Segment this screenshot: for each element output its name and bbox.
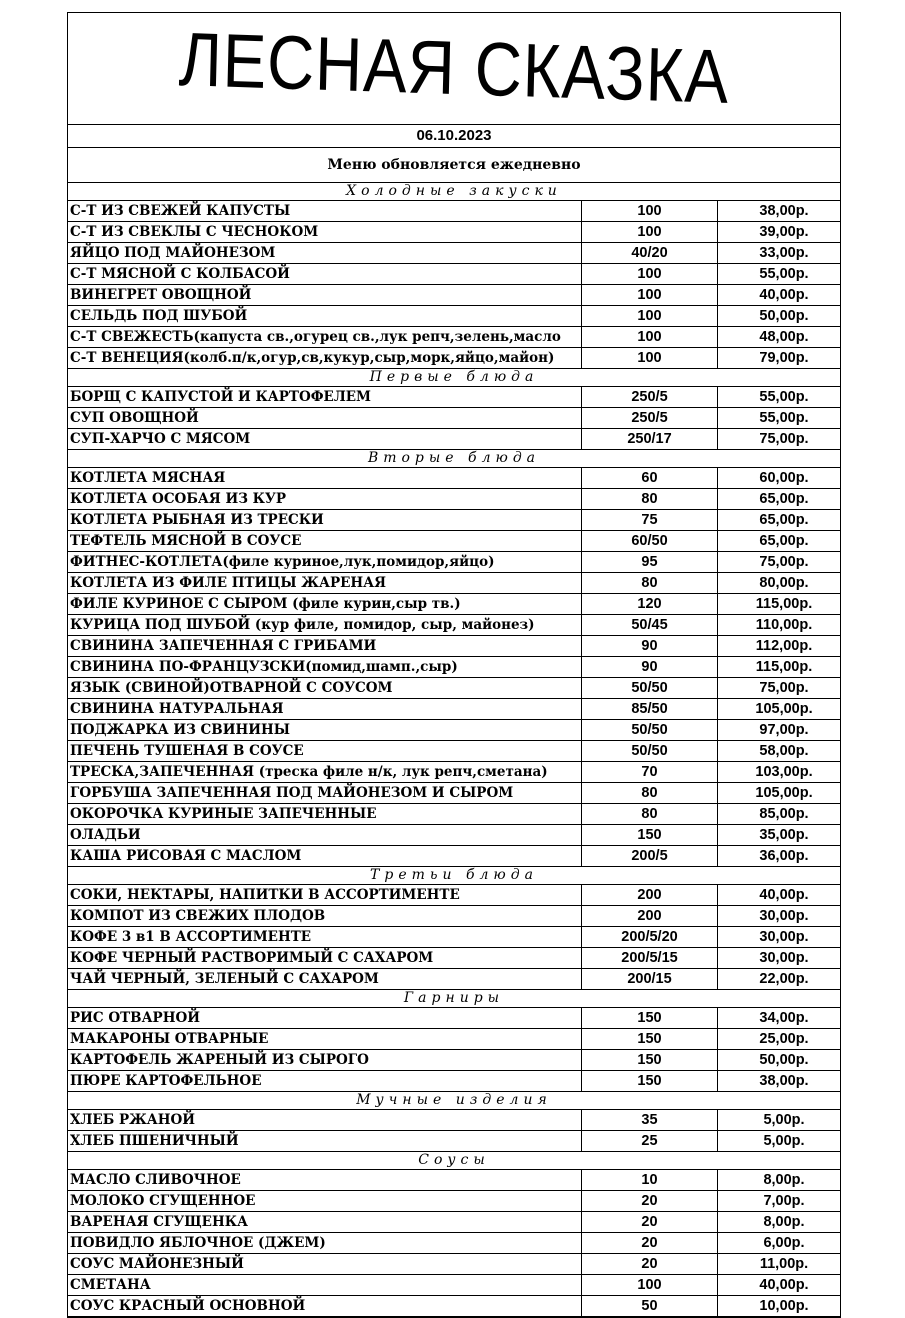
item-name: СОКИ, НЕКТАРЫ, НАПИТКИ В АССОРТИМЕНТЕ xyxy=(68,885,582,905)
item-price: 30,00р. xyxy=(759,950,809,966)
menu-item-row xyxy=(68,1233,840,1254)
section-rows xyxy=(68,1170,840,1317)
menu-item-row xyxy=(68,762,840,783)
item-name: ПОВИДЛО ЯБЛОЧНОЕ (ДЖЕМ) xyxy=(68,1233,582,1253)
item-name: КОТЛЕТА ОСОБАЯ ИЗ КУР xyxy=(68,489,582,509)
item-price: 103,00р. xyxy=(755,764,813,780)
menu-item-row xyxy=(68,285,840,306)
section-title: Холодные закуски xyxy=(68,183,840,201)
item-price: 34,00р. xyxy=(759,1010,809,1026)
menu-item-row xyxy=(68,489,840,510)
item-name: КОТЛЕТА МЯСНАЯ xyxy=(68,468,582,488)
menu-item-row xyxy=(68,969,840,990)
item-weight: 50/50 xyxy=(582,720,718,740)
item-name: ОКОРОЧКА КУРИНЫЕ ЗАПЕЧЕННЫЕ xyxy=(68,804,582,824)
item-weight: 120 xyxy=(582,594,718,614)
menu-sheet xyxy=(67,12,841,1318)
item-price: 55,00р. xyxy=(759,266,809,282)
menu-item-row xyxy=(68,1050,840,1071)
item-name: СЕЛЬДЬ ПОД ШУБОЙ xyxy=(68,306,582,326)
item-weight: 50/50 xyxy=(582,678,718,698)
item-weight: 60 xyxy=(582,468,718,488)
item-name: ГОРБУША ЗАПЕЧЕННАЯ ПОД МАЙОНЕЗОМ И СЫРОМ xyxy=(68,783,582,803)
item-weight: 60/50 xyxy=(582,531,718,551)
item-price: 11,00р. xyxy=(759,1256,809,1272)
item-weight: 100 xyxy=(582,285,718,305)
page-title: ЛЕСНАЯ СКАЗКА xyxy=(177,17,731,120)
menu-item-row xyxy=(68,636,840,657)
menu-item-row xyxy=(68,573,840,594)
item-weight: 90 xyxy=(582,657,718,677)
item-weight: 50/45 xyxy=(582,615,718,635)
item-weight: 35 xyxy=(582,1110,718,1130)
item-price: 110,00р. xyxy=(755,617,813,633)
section-title: Вторые блюда xyxy=(68,450,840,468)
item-weight: 95 xyxy=(582,552,718,572)
item-price: 97,00р. xyxy=(759,722,809,738)
menu-item-row xyxy=(68,429,840,450)
item-weight: 250/5 xyxy=(582,387,718,407)
item-weight: 25 xyxy=(582,1131,718,1151)
item-name: ФИЛЕ КУРИНОЕ С СЫРОМ (филе курин,сыр тв.) xyxy=(68,594,582,614)
item-name: МАКАРОНЫ ОТВАРНЫЕ xyxy=(68,1029,582,1049)
item-name: СОУС КРАСНЫЙ ОСНОВНОЙ xyxy=(68,1296,582,1316)
item-price: 33,00р. xyxy=(759,245,809,261)
menu-item-row xyxy=(68,825,840,846)
item-price: 35,00р. xyxy=(759,827,809,843)
item-weight: 40/20 xyxy=(582,243,718,263)
item-price: 40,00р. xyxy=(759,1277,809,1293)
item-weight: 200 xyxy=(582,885,718,905)
item-price: 48,00р. xyxy=(759,329,809,345)
menu-item-row xyxy=(68,615,840,636)
item-price: 115,00р. xyxy=(755,596,813,612)
menu-section xyxy=(68,183,840,369)
menu-item-row xyxy=(68,387,840,408)
item-name: ПОДЖАРКА ИЗ СВИНИНЫ xyxy=(68,720,582,740)
menu-item-row xyxy=(68,1008,840,1029)
menu-item-row xyxy=(68,948,840,969)
item-name: ТЕФТЕЛЬ МЯСНОЙ В СОУСЕ xyxy=(68,531,582,551)
menu-date: 06.10.2023 xyxy=(68,125,840,148)
item-price: 8,00р. xyxy=(763,1214,805,1230)
item-name: СВИНИНА НАТУРАЛЬНАЯ xyxy=(68,699,582,719)
item-name: МАСЛО СЛИВОЧНОЕ xyxy=(68,1170,582,1190)
menu-section xyxy=(68,1092,840,1152)
item-name: СУП-ХАРЧО С МЯСОМ xyxy=(68,429,582,449)
item-name: КОТЛЕТА РЫБНАЯ ИЗ ТРЕСКИ xyxy=(68,510,582,530)
item-name: РИС ОТВАРНОЙ xyxy=(68,1008,582,1028)
item-weight: 250/17 xyxy=(582,429,718,449)
item-name: КОТЛЕТА ИЗ ФИЛЕ ПТИЦЫ ЖАРЕНАЯ xyxy=(68,573,582,593)
item-weight: 70 xyxy=(582,762,718,782)
menu-item-row xyxy=(68,699,840,720)
item-name: ВАРЕНАЯ СГУЩЕНКА xyxy=(68,1212,582,1232)
menu-item-row xyxy=(68,906,840,927)
item-name: С-Т ИЗ СВЕЖЕЙ КАПУСТЫ xyxy=(68,201,582,221)
item-price: 39,00р. xyxy=(759,224,809,240)
menu-section xyxy=(68,990,840,1092)
menu-item-row xyxy=(68,594,840,615)
item-price: 40,00р. xyxy=(759,887,809,903)
item-name: МОЛОКО СГУЩЕННОЕ xyxy=(68,1191,582,1211)
item-price: 58,00р. xyxy=(759,743,809,759)
menu-item-row xyxy=(68,657,840,678)
section-rows xyxy=(68,201,840,369)
title-box xyxy=(68,13,840,125)
item-price: 80,00р. xyxy=(759,575,809,591)
item-price: 36,00р. xyxy=(759,848,809,864)
item-weight: 150 xyxy=(582,1008,718,1028)
item-price: 105,00р. xyxy=(755,785,813,801)
item-weight: 200/5/20 xyxy=(582,927,718,947)
menu-item-row xyxy=(68,846,840,867)
menu-item-row xyxy=(68,1191,840,1212)
menu-item-row xyxy=(68,1110,840,1131)
menu-item-row xyxy=(68,327,840,348)
item-name: КУРИЦА ПОД ШУБОЙ (кур филе, помидор, сыр, майонез) xyxy=(68,615,582,635)
item-name: С-Т СВЕЖЕСТЬ(капуста св.,огурец св.,лук репч,зелень,масло xyxy=(68,327,582,347)
item-name: СВИНИНА ПО-ФРАНЦУЗСКИ(помид,шамп.,сыр) xyxy=(68,657,582,677)
item-weight: 80 xyxy=(582,573,718,593)
menu-item-row xyxy=(68,243,840,264)
item-name: СВИНИНА ЗАПЕЧЕННАЯ С ГРИБАМИ xyxy=(68,636,582,656)
menu-item-row xyxy=(68,1212,840,1233)
item-name: СМЕТАНА xyxy=(68,1275,582,1295)
item-price: 55,00р. xyxy=(759,389,809,405)
item-weight: 100 xyxy=(582,201,718,221)
item-weight: 100 xyxy=(582,264,718,284)
item-price: 50,00р. xyxy=(759,1052,809,1068)
item-price: 112,00р. xyxy=(755,638,813,654)
item-weight: 20 xyxy=(582,1233,718,1253)
section-title: Первые блюда xyxy=(68,369,840,387)
menu-item-row xyxy=(68,1275,840,1296)
item-price: 75,00р. xyxy=(759,431,809,447)
item-price: 55,00р. xyxy=(759,410,809,426)
item-name: ЯЙЦО ПОД МАЙОНЕЗОМ xyxy=(68,243,582,263)
menu-item-row xyxy=(68,531,840,552)
menu-section xyxy=(68,369,840,450)
section-title: Мучные изделия xyxy=(68,1092,840,1110)
item-name: КОФЕ ЧЕРНЫЙ РАСТВОРИМЫЙ С САХАРОМ xyxy=(68,948,582,968)
item-price: 85,00р. xyxy=(759,806,809,822)
item-name: КОФЕ 3 в1 В АССОРТИМЕНТЕ xyxy=(68,927,582,947)
item-price: 7,00р. xyxy=(763,1193,805,1209)
item-price: 10,00р. xyxy=(759,1298,809,1314)
item-name: ОЛАДЬИ xyxy=(68,825,582,845)
menu-item-row xyxy=(68,1296,840,1317)
item-price: 5,00р. xyxy=(763,1133,805,1149)
item-name: ФИТНЕС-КОТЛЕТА(филе куриное,лук,помидор,яйцо) xyxy=(68,552,582,572)
item-weight: 50 xyxy=(582,1296,718,1316)
item-weight: 80 xyxy=(582,489,718,509)
item-price: 79,00р. xyxy=(759,350,809,366)
item-name: С-Т ВЕНЕЦИЯ(колб.п/к,огур,св,кукур,сыр,морк,яйцо,майон) xyxy=(68,348,582,368)
item-price: 65,00р. xyxy=(759,512,809,528)
item-weight: 100 xyxy=(582,327,718,347)
menu-item-row xyxy=(68,348,840,369)
item-price: 30,00р. xyxy=(759,929,809,945)
item-weight: 100 xyxy=(582,306,718,326)
item-price: 65,00р. xyxy=(759,533,809,549)
item-weight: 100 xyxy=(582,1275,718,1295)
menu-item-row xyxy=(68,720,840,741)
item-name: ВИНЕГРЕТ ОВОЩНОЙ xyxy=(68,285,582,305)
menu-item-row xyxy=(68,927,840,948)
item-price: 50,00р. xyxy=(759,308,809,324)
item-price: 38,00р. xyxy=(759,203,809,219)
menu-sections xyxy=(68,183,840,1317)
item-price: 115,00р. xyxy=(755,659,813,675)
menu-item-row xyxy=(68,201,840,222)
item-weight: 200/5/15 xyxy=(582,948,718,968)
item-price: 30,00р. xyxy=(759,908,809,924)
item-weight: 200 xyxy=(582,906,718,926)
menu-item-row xyxy=(68,741,840,762)
menu-item-row xyxy=(68,552,840,573)
menu-item-row xyxy=(68,678,840,699)
item-weight: 150 xyxy=(582,1071,718,1091)
item-weight: 10 xyxy=(582,1170,718,1190)
item-weight: 150 xyxy=(582,825,718,845)
item-price: 75,00р. xyxy=(759,554,809,570)
item-name: СОУС МАЙОНЕЗНЫЙ xyxy=(68,1254,582,1274)
item-weight: 75 xyxy=(582,510,718,530)
item-name: ХЛЕБ ПШЕНИЧНЫЙ xyxy=(68,1131,582,1151)
menu-item-row xyxy=(68,468,840,489)
section-rows xyxy=(68,885,840,990)
item-weight: 20 xyxy=(582,1254,718,1274)
item-weight: 85/50 xyxy=(582,699,718,719)
item-weight: 100 xyxy=(582,348,718,368)
menu-item-row xyxy=(68,1254,840,1275)
item-price: 65,00р. xyxy=(759,491,809,507)
item-weight: 150 xyxy=(582,1050,718,1070)
item-price: 25,00р. xyxy=(759,1031,809,1047)
menu-item-row xyxy=(68,1131,840,1152)
item-price: 8,00р. xyxy=(763,1172,805,1188)
section-title: Третьи блюда xyxy=(68,867,840,885)
menu-item-row xyxy=(68,1071,840,1092)
item-weight: 200/5 xyxy=(582,846,718,866)
item-name: ЯЗЫК (СВИНОЙ)ОТВАРНОЙ С СОУСОМ xyxy=(68,678,582,698)
menu-item-row xyxy=(68,1170,840,1191)
menu-item-row xyxy=(68,306,840,327)
item-price: 6,00р. xyxy=(763,1235,805,1251)
section-title: Гарниры xyxy=(68,990,840,1008)
item-name: ХЛЕБ РЖАНОЙ xyxy=(68,1110,582,1130)
item-name: С-Т МЯСНОЙ С КОЛБАСОЙ xyxy=(68,264,582,284)
item-name: БОРЩ С КАПУСТОЙ И КАРТОФЕЛЕМ xyxy=(68,387,582,407)
item-price: 38,00р. xyxy=(759,1073,809,1089)
menu-section xyxy=(68,450,840,867)
item-price: 75,00р. xyxy=(759,680,809,696)
section-rows xyxy=(68,1008,840,1092)
menu-item-row xyxy=(68,222,840,243)
menu-section xyxy=(68,867,840,990)
section-rows xyxy=(68,468,840,867)
item-weight: 20 xyxy=(582,1212,718,1232)
item-name: КАРТОФЕЛЬ ЖАРЕНЫЙ ИЗ СЫРОГО xyxy=(68,1050,582,1070)
item-name: ТРЕСКА,ЗАПЕЧЕННАЯ (треска филе н/к, лук репч,сметана) xyxy=(68,762,582,782)
menu-item-row xyxy=(68,408,840,429)
menu-item-row xyxy=(68,885,840,906)
item-price: 60,00р. xyxy=(759,470,809,486)
item-name: С-Т ИЗ СВЕКЛЫ С ЧЕСНОКОМ xyxy=(68,222,582,242)
item-weight: 250/5 xyxy=(582,408,718,428)
menu-item-row xyxy=(68,264,840,285)
section-rows xyxy=(68,387,840,450)
section-rows xyxy=(68,1110,840,1152)
update-note: Меню обновляется ежедневно xyxy=(68,148,840,183)
section-title: Соусы xyxy=(68,1152,840,1170)
menu-item-row xyxy=(68,510,840,531)
item-weight: 150 xyxy=(582,1029,718,1049)
menu-item-row xyxy=(68,1029,840,1050)
item-weight: 200/15 xyxy=(582,969,718,989)
item-name: СУП ОВОЩНОЙ xyxy=(68,408,582,428)
menu-section xyxy=(68,1152,840,1317)
item-weight: 50/50 xyxy=(582,741,718,761)
item-name: ЧАЙ ЧЕРНЫЙ, ЗЕЛЕНЫЙ С САХАРОМ xyxy=(68,969,582,989)
item-price: 105,00р. xyxy=(755,701,813,717)
item-weight: 100 xyxy=(582,222,718,242)
item-name: ПЕЧЕНЬ ТУШЕНАЯ В СОУСЕ xyxy=(68,741,582,761)
item-name: ПЮРЕ КАРТОФЕЛЬНОЕ xyxy=(68,1071,582,1091)
item-name: КАША РИСОВАЯ С МАСЛОМ xyxy=(68,846,582,866)
menu-item-row xyxy=(68,783,840,804)
item-price: 22,00р. xyxy=(759,971,809,987)
item-price: 40,00р. xyxy=(759,287,809,303)
item-weight: 90 xyxy=(582,636,718,656)
item-name: КОМПОТ ИЗ СВЕЖИХ ПЛОДОВ xyxy=(68,906,582,926)
item-weight: 80 xyxy=(582,804,718,824)
item-weight: 80 xyxy=(582,783,718,803)
item-price: 5,00р. xyxy=(763,1112,805,1128)
menu-item-row xyxy=(68,804,840,825)
item-weight: 20 xyxy=(582,1191,718,1211)
